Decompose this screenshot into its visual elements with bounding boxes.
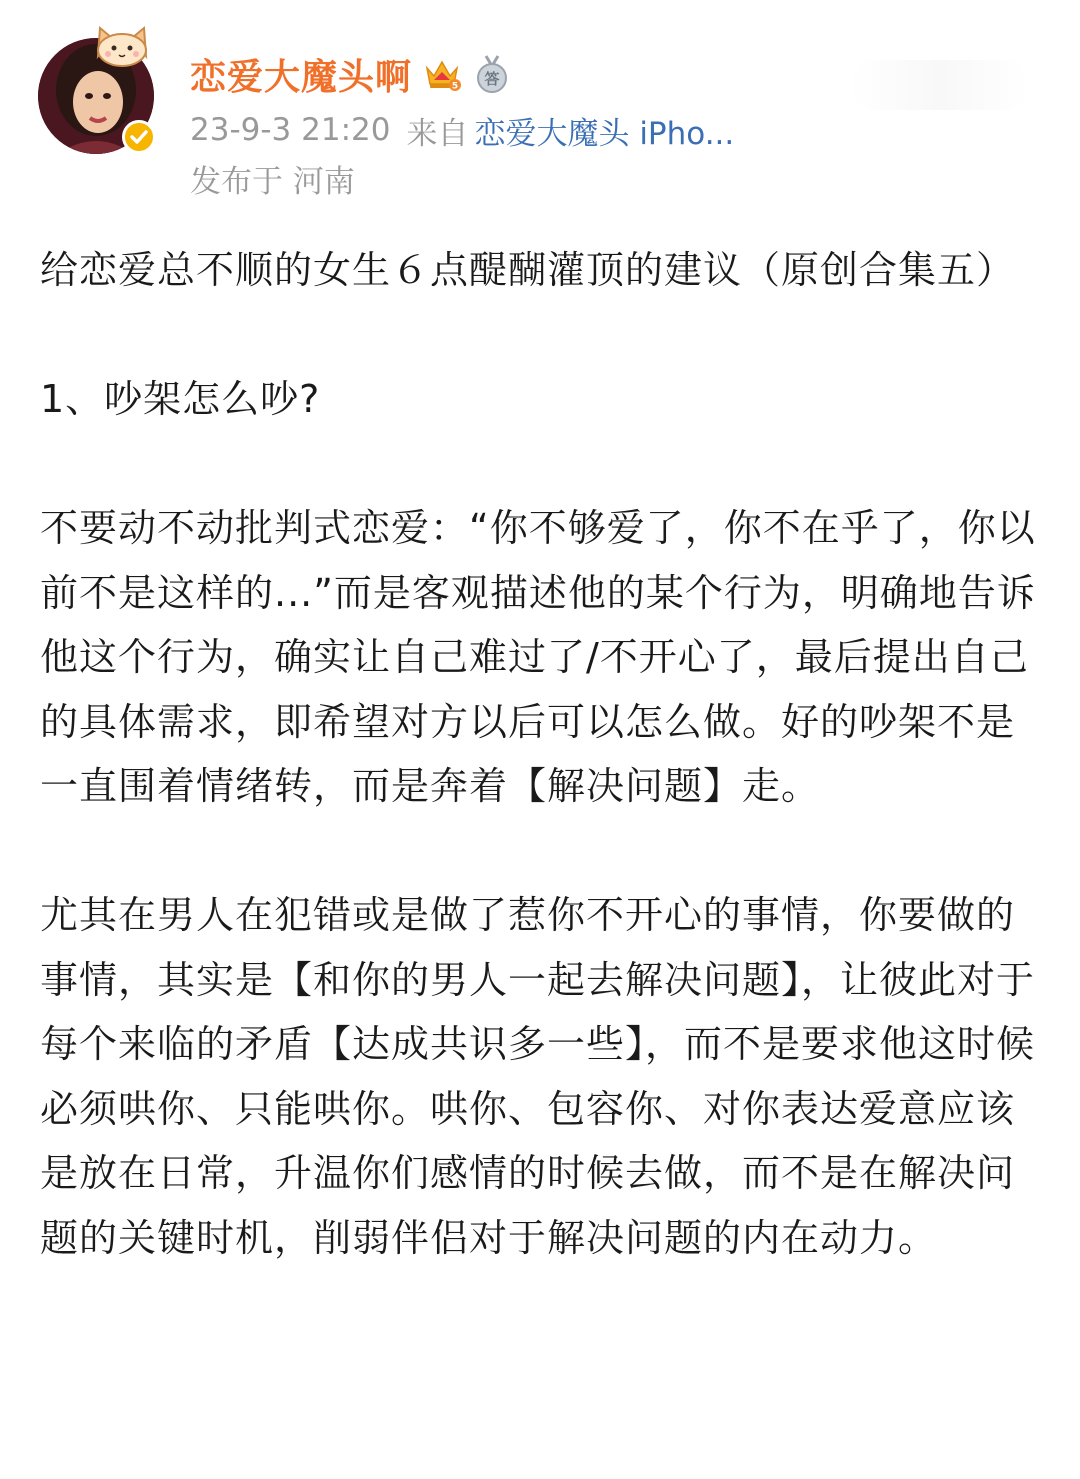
author-name-row xyxy=(190,46,512,102)
author-name[interactable]: 恋爱大魔头啊 xyxy=(190,56,413,98)
post-location: 发布于 河南 xyxy=(190,163,355,200)
cat-frame-icon xyxy=(90,16,154,68)
post-meta xyxy=(190,110,734,150)
author-avatar-container[interactable] xyxy=(38,38,158,158)
paragraph-gap xyxy=(40,819,1040,884)
answer-medal-label: 答 xyxy=(484,70,500,88)
post-time: 23-9-3 21:20 xyxy=(190,112,391,148)
vip-level-label: 5 xyxy=(451,81,459,92)
post-source-link[interactable]: 恋爱大魔头 iPho... xyxy=(474,115,735,152)
answer-medal-icon[interactable] xyxy=(472,54,512,94)
post-content xyxy=(40,238,1040,1270)
vip-crown-icon[interactable] xyxy=(422,54,462,94)
post-paragraph: 不要动不动批判式恋爱：“你不够爱了，你不在乎了，你以前不是这样的...”而是客观描述他的某个行为，明确地告诉他这个行为，确实让自己难过了/不开心了，最后提出自己的具体需求，即希望对方以后可以怎么做。好的吵架不是一直围着情绪转，而是奔着【解决问题】走。 xyxy=(40,506,1036,808)
post-paragraph: 尤其在男人在犯错或是做了惹你不开心的事情，你要做的事情，其实是【和你的男人一起去解决问题】，让彼此对于每个来临的矛盾【达成共识多一些】，而不是要求他这时候必须哄你、只能哄你。哄你、包容你、对你表达爱意应该是放在日常，升温你们感情的时候去做，而不是在解决问题的关键时机，削弱伴侣对于解决问题的内在动力。 xyxy=(40,893,1036,1260)
source-prefix: 来自 xyxy=(406,115,469,152)
faded-watermark xyxy=(850,60,1030,110)
paragraph-gap xyxy=(40,303,1040,368)
section-heading: 1、吵架怎么吵? xyxy=(40,377,321,421)
post-title: 给恋爱总不顺的女生６点醍醐灌顶的建议（原创合集五） xyxy=(40,248,1016,292)
verified-badge-icon xyxy=(122,120,156,154)
paragraph-gap xyxy=(40,432,1040,497)
